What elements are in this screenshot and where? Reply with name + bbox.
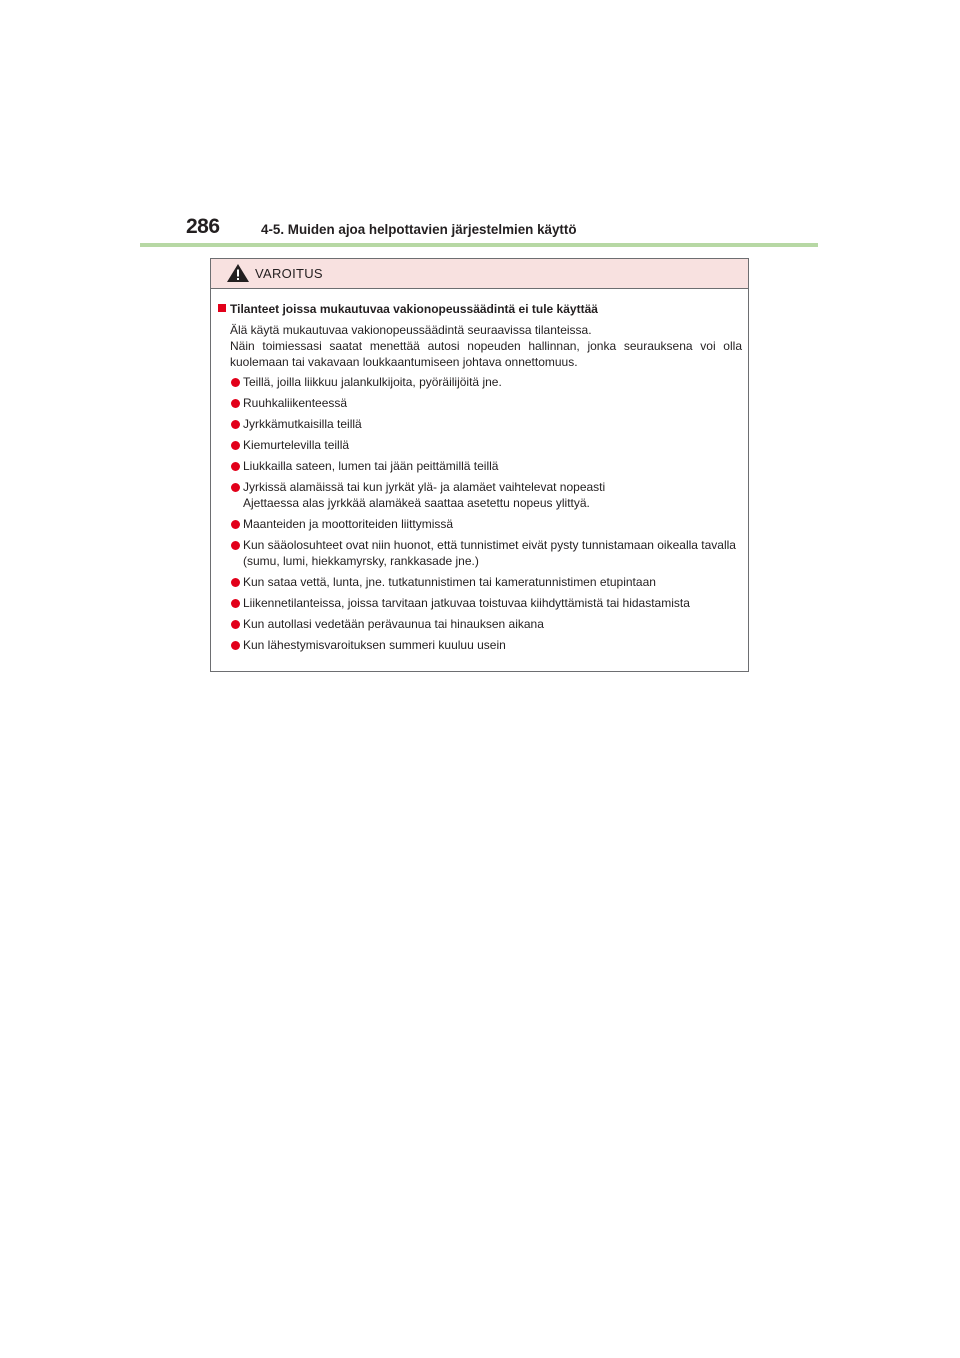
- circle-bullet-icon: [231, 520, 240, 529]
- list-item-text: Kun sataa vettä, lunta, jne. tutkatunnistimen tai kameratunnistimen etupintaan: [243, 575, 656, 589]
- circle-bullet-icon: [231, 541, 240, 550]
- list-item: [218, 516, 742, 532]
- intro-line-1: Älä käytä mukautuvaa vakionopeussäädintä seuraavissa tilanteissa.: [230, 323, 592, 337]
- list-item-text: Kun lähestymisvaroituksen summeri kuuluu usein: [243, 638, 506, 652]
- list-item-text: Jyrkkämutkaisilla teillä: [243, 417, 362, 431]
- list-item: [218, 595, 742, 611]
- list-item: [218, 537, 742, 569]
- circle-bullet-icon: [231, 599, 240, 608]
- warning-label: VAROITUS: [255, 266, 323, 281]
- circle-bullet-icon: [231, 441, 240, 450]
- list-item-text: Kun sääolosuhteet ovat niin huonot, että tunnistimet eivät pysty tunnistamaan oikealla tavalla (sumu, lumi, hiekkamyrsky, rankkasade jne.): [243, 538, 736, 568]
- circle-bullet-icon: [231, 378, 240, 387]
- page-header: [0, 0, 960, 250]
- list-item-text: Liukkailla sateen, lumen tai jään peittämillä teillä: [243, 459, 499, 473]
- square-bullet-icon: [218, 304, 226, 312]
- circle-bullet-icon: [231, 483, 240, 492]
- header-rule: [140, 243, 818, 247]
- circle-bullet-icon: [231, 420, 240, 429]
- intro-line-2: Näin toimiessasi saatat menettää autosi nopeuden hallinnan, jonka seurauksena voi olla kuolemaan tai vakavaan loukkaantumiseen johtava onnettomuus.: [230, 339, 742, 369]
- list-item: [218, 416, 742, 432]
- list-item-text: Ruuhkaliikenteessä: [243, 396, 348, 410]
- list-item-text: Kun autollasi vedetään perävaunua tai hinauksen aikana: [243, 617, 544, 631]
- warning-box: [210, 258, 749, 672]
- list-item-text: Liikennetilanteissa, joissa tarvitaan jatkuvaa toistuvaa kiihdyttämistä tai hidastamista: [243, 596, 690, 610]
- list-item: [218, 374, 742, 390]
- warning-intro: [218, 322, 742, 370]
- section-title: 4-5. Muiden ajoa helpottavien järjestelmien käyttö: [261, 222, 577, 237]
- circle-bullet-icon: [231, 620, 240, 629]
- list-item-text: Jyrkissä alamäissä tai kun jyrkät ylä- ja alamäet vaihtelevat nopeasti Ajettaessa alas jyrkkää alamäkeä saattaa asetettu nopeus ylittyä.: [243, 480, 606, 510]
- circle-bullet-icon: [231, 462, 240, 471]
- circle-bullet-icon: [231, 641, 240, 650]
- page-number: 286: [186, 215, 220, 238]
- list-item-text: Kiemurtelevilla teillä: [243, 438, 350, 452]
- warning-list: [218, 374, 742, 653]
- list-item: [218, 458, 742, 474]
- warning-body: [211, 289, 748, 653]
- circle-bullet-icon: [231, 399, 240, 408]
- list-item: [218, 637, 742, 653]
- circle-bullet-icon: [231, 578, 240, 587]
- warning-subheading-text: Tilanteet joissa mukautuvaa vakionopeussäädintä ei tule käyttää: [230, 302, 598, 316]
- list-item-text: Teillä, joilla liikkuu jalankulkijoita, pyöräilijöitä jne.: [243, 375, 502, 389]
- list-item: [218, 437, 742, 453]
- list-item: [218, 616, 742, 632]
- warning-subheading: [218, 301, 742, 317]
- list-item: [218, 395, 742, 411]
- warning-header: [211, 259, 748, 289]
- list-item-text: Maanteiden ja moottoriteiden liittymissä: [243, 517, 454, 531]
- list-item: [218, 574, 742, 590]
- list-item: [218, 479, 742, 511]
- warning-triangle-icon: [226, 263, 250, 283]
